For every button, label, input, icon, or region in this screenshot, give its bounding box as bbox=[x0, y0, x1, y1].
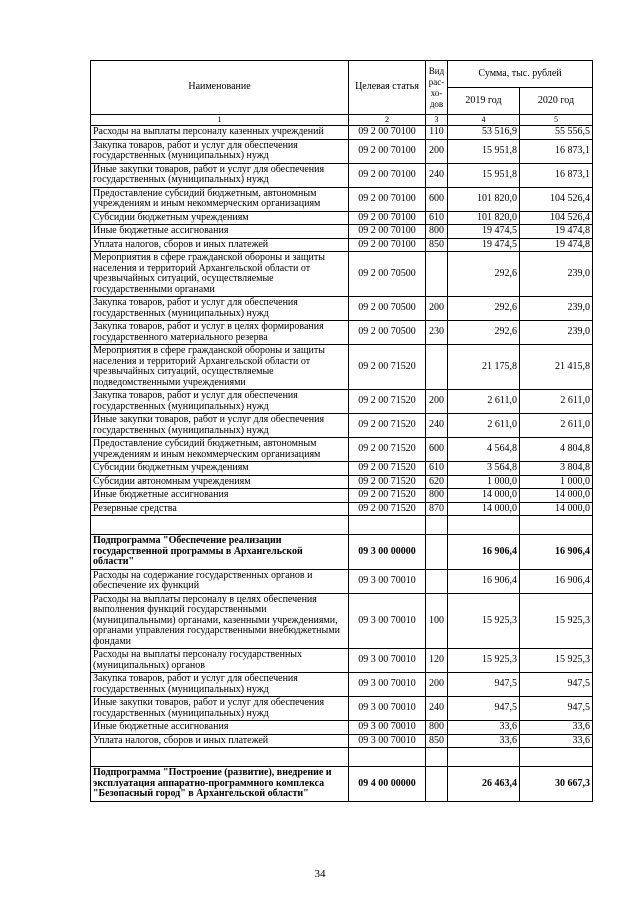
table-row bbox=[91, 187, 593, 211]
row-name: Мероприятия в сфере гражданской обороны и защиты населения и территорий Архангельской области от чрезвычайных ситуаций, осуществляемые государственными органами bbox=[91, 252, 349, 297]
row-expense-type bbox=[426, 748, 448, 767]
row-expense-type: 200 bbox=[426, 673, 448, 697]
table-row bbox=[91, 297, 593, 321]
row-amount-2020: 947,5 bbox=[520, 673, 593, 697]
row-expense-type bbox=[426, 767, 448, 802]
header-year-2019: 2019 год bbox=[448, 88, 520, 115]
row-target-code: 09 3 00 70010 bbox=[349, 673, 426, 697]
row-amount-2020: 947,5 bbox=[520, 697, 593, 721]
row-amount-2019: 292,6 bbox=[448, 252, 520, 297]
row-target-code: 09 2 00 70100 bbox=[349, 238, 426, 252]
row-amount-2020: 104 526,4 bbox=[520, 187, 593, 211]
table-row bbox=[91, 414, 593, 438]
row-expense-type: 870 bbox=[426, 502, 448, 516]
row-amount-2019: 15 951,8 bbox=[448, 163, 520, 187]
row-amount-2020: 239,0 bbox=[520, 321, 593, 345]
table-row bbox=[91, 489, 593, 503]
row-expense-type bbox=[426, 252, 448, 297]
row-name: Расходы на содержание государственных органов и обеспечение их функций bbox=[91, 569, 349, 593]
row-target-code: 09 2 00 70500 bbox=[349, 252, 426, 297]
table-row bbox=[91, 475, 593, 489]
row-target-code: 09 2 00 70100 bbox=[349, 225, 426, 239]
budget-table bbox=[90, 60, 593, 802]
header-type: Вид рас- хо- дов bbox=[426, 61, 448, 115]
row-amount-2020: 16 906,4 bbox=[520, 535, 593, 570]
row-name: Иные закупки товаров, работ и услуг для обеспечения государственных (муниципальных) нужд bbox=[91, 414, 349, 438]
table-row bbox=[91, 516, 593, 535]
row-amount-2020: 30 667,3 bbox=[520, 767, 593, 802]
page-number: 34 bbox=[314, 868, 326, 880]
row-amount-2019: 19 474,5 bbox=[448, 225, 520, 239]
row-target-code: 09 2 00 70100 bbox=[349, 187, 426, 211]
row-name: Уплата налогов, сборов и иных платежей bbox=[91, 238, 349, 252]
table-row bbox=[91, 767, 593, 802]
row-name: Закупка товаров, работ и услуг для обеспечения государственных (муниципальных) нужд bbox=[91, 673, 349, 697]
row-amount-2020: 2 611,0 bbox=[520, 414, 593, 438]
row-expense-type bbox=[426, 345, 448, 390]
row-amount-2020: 104 526,4 bbox=[520, 211, 593, 225]
row-name: Расходы на выплаты персоналу государственных (муниципальных) органов bbox=[91, 649, 349, 673]
row-expense-type bbox=[426, 569, 448, 593]
table-row bbox=[91, 139, 593, 163]
row-expense-type: 240 bbox=[426, 414, 448, 438]
row-amount-2019: 16 906,4 bbox=[448, 535, 520, 570]
table-row bbox=[91, 721, 593, 735]
row-name: Мероприятия в сфере гражданской обороны и защиты населения и территорий Архангельской области от чрезвычайных ситуаций, осуществляемые подведомственными учреждениями bbox=[91, 345, 349, 390]
table-row bbox=[91, 502, 593, 516]
header-target: Целевая статья bbox=[349, 61, 426, 115]
row-name: Иные закупки товаров, работ и услуг для обеспечения государственных (муниципальных) нужд bbox=[91, 163, 349, 187]
row-amount-2020: 4 804,8 bbox=[520, 438, 593, 462]
row-name: Субсидии автономным учреждениям bbox=[91, 475, 349, 489]
row-name: Иные бюджетные ассигнования bbox=[91, 489, 349, 503]
table-row bbox=[91, 535, 593, 570]
row-amount-2019: 101 820,0 bbox=[448, 211, 520, 225]
row-amount-2019: 1 000,0 bbox=[448, 475, 520, 489]
row-expense-type: 600 bbox=[426, 187, 448, 211]
row-expense-type bbox=[426, 535, 448, 570]
row-expense-type: 230 bbox=[426, 321, 448, 345]
row-expense-type: 200 bbox=[426, 297, 448, 321]
row-amount-2020: 14 000,0 bbox=[520, 489, 593, 503]
row-expense-type: 800 bbox=[426, 721, 448, 735]
row-amount-2020: 16 873,1 bbox=[520, 163, 593, 187]
row-amount-2020: 1 000,0 bbox=[520, 475, 593, 489]
column-index: 5 bbox=[520, 115, 593, 126]
row-amount-2020: 19 474,8 bbox=[520, 225, 593, 239]
row-amount-2019: 947,5 bbox=[448, 697, 520, 721]
column-index: 4 bbox=[448, 115, 520, 126]
row-target-code: 09 3 00 70010 bbox=[349, 569, 426, 593]
row-expense-type: 610 bbox=[426, 462, 448, 476]
row-amount-2020: 14 000,0 bbox=[520, 502, 593, 516]
row-target-code bbox=[349, 516, 426, 535]
table-row bbox=[91, 390, 593, 414]
table-row bbox=[91, 211, 593, 225]
row-amount-2019: 33,6 bbox=[448, 721, 520, 735]
table-row bbox=[91, 462, 593, 476]
row-name: Закупка товаров, работ и услуг для обеспечения государственных (муниципальных) нужд bbox=[91, 297, 349, 321]
table-row bbox=[91, 649, 593, 673]
row-expense-type: 800 bbox=[426, 225, 448, 239]
table-row bbox=[91, 163, 593, 187]
row-expense-type: 850 bbox=[426, 238, 448, 252]
table-row bbox=[91, 673, 593, 697]
row-name: Расходы на выплаты персоналу в целях обеспечения выполнения функций государственными (муниципальными) органами, казенными учреждениями, органами управления государственными внебюджетными фондами bbox=[91, 593, 349, 649]
row-amount-2019: 15 925,3 bbox=[448, 593, 520, 649]
row-target-code: 09 2 00 71520 bbox=[349, 462, 426, 476]
row-amount-2020: 19 474,8 bbox=[520, 238, 593, 252]
row-target-code: 09 2 00 70100 bbox=[349, 139, 426, 163]
row-amount-2019: 16 906,4 bbox=[448, 569, 520, 593]
table-body bbox=[91, 126, 593, 802]
row-amount-2020: 15 925,3 bbox=[520, 593, 593, 649]
row-amount-2020: 2 611,0 bbox=[520, 390, 593, 414]
row-name: Расходы на выплаты персоналу казенных учреждений bbox=[91, 126, 349, 140]
row-amount-2020: 15 925,3 bbox=[520, 649, 593, 673]
row-name: Закупка товаров, работ и услуг для обеспечения государственных (муниципальных) нужд bbox=[91, 390, 349, 414]
row-expense-type: 850 bbox=[426, 734, 448, 748]
row-target-code: 09 2 00 71520 bbox=[349, 489, 426, 503]
table-row bbox=[91, 321, 593, 345]
column-index: 2 bbox=[349, 115, 426, 126]
row-target-code: 09 2 00 71520 bbox=[349, 345, 426, 390]
row-amount-2020: 55 556,5 bbox=[520, 126, 593, 140]
row-target-code: 09 4 00 00000 bbox=[349, 767, 426, 802]
row-name: Иные бюджетные ассигнования bbox=[91, 721, 349, 735]
row-amount-2020: 239,0 bbox=[520, 297, 593, 321]
row-amount-2019: 2 611,0 bbox=[448, 390, 520, 414]
row-amount-2020 bbox=[520, 748, 593, 767]
row-amount-2019: 15 925,3 bbox=[448, 649, 520, 673]
row-target-code: 09 2 00 71520 bbox=[349, 475, 426, 489]
row-name: Резервные средства bbox=[91, 502, 349, 516]
row-expense-type: 240 bbox=[426, 163, 448, 187]
row-name bbox=[91, 748, 349, 767]
row-target-code: 09 2 00 70500 bbox=[349, 321, 426, 345]
row-amount-2020: 33,6 bbox=[520, 734, 593, 748]
row-amount-2020: 33,6 bbox=[520, 721, 593, 735]
row-name: Иные закупки товаров, работ и услуг для обеспечения государственных (муниципальных) нужд bbox=[91, 697, 349, 721]
row-amount-2020 bbox=[520, 516, 593, 535]
row-amount-2019: 33,6 bbox=[448, 734, 520, 748]
row-expense-type: 240 bbox=[426, 697, 448, 721]
row-name: Субсидии бюджетным учреждениям bbox=[91, 462, 349, 476]
table-row bbox=[91, 238, 593, 252]
header-year-2020: 2020 год bbox=[520, 88, 593, 115]
row-amount-2019: 292,6 bbox=[448, 321, 520, 345]
table-row bbox=[91, 225, 593, 239]
row-expense-type: 620 bbox=[426, 475, 448, 489]
row-amount-2019: 14 000,0 bbox=[448, 502, 520, 516]
column-index: 1 bbox=[91, 115, 349, 126]
row-amount-2020: 239,0 bbox=[520, 252, 593, 297]
row-target-code: 09 2 00 70500 bbox=[349, 297, 426, 321]
row-expense-type: 200 bbox=[426, 139, 448, 163]
column-index: 3 bbox=[426, 115, 448, 126]
row-expense-type: 120 bbox=[426, 649, 448, 673]
row-name: Предоставление субсидий бюджетным, автономным учреждениям и иным некоммерческим организациям bbox=[91, 187, 349, 211]
row-name: Субсидии бюджетным учреждениям bbox=[91, 211, 349, 225]
row-amount-2019: 947,5 bbox=[448, 673, 520, 697]
row-name: Подпрограмма "Построение (развитие), внедрение и эксплуатация аппаратно-программного комплекса "Безопасный город" в Архангельской области" bbox=[91, 767, 349, 802]
table-row bbox=[91, 126, 593, 140]
row-expense-type bbox=[426, 516, 448, 535]
row-target-code: 09 3 00 70010 bbox=[349, 593, 426, 649]
table-row bbox=[91, 593, 593, 649]
row-expense-type: 800 bbox=[426, 489, 448, 503]
row-expense-type: 100 bbox=[426, 593, 448, 649]
table-row bbox=[91, 252, 593, 297]
row-expense-type: 200 bbox=[426, 390, 448, 414]
column-index-row bbox=[91, 115, 593, 126]
row-target-code: 09 2 00 70100 bbox=[349, 126, 426, 140]
row-amount-2020: 16 873,1 bbox=[520, 139, 593, 163]
row-target-code: 09 2 00 70100 bbox=[349, 163, 426, 187]
row-amount-2019 bbox=[448, 748, 520, 767]
row-amount-2019: 101 820,0 bbox=[448, 187, 520, 211]
row-name bbox=[91, 516, 349, 535]
row-target-code: 09 3 00 70010 bbox=[349, 649, 426, 673]
row-name: Уплата налогов, сборов и иных платежей bbox=[91, 734, 349, 748]
row-name: Закупка товаров, работ и услуг для обеспечения государственных (муниципальных) нужд bbox=[91, 139, 349, 163]
row-amount-2019: 14 000,0 bbox=[448, 489, 520, 503]
table-row bbox=[91, 438, 593, 462]
row-name: Подпрограмма "Обеспечение реализации государственной программы в Архангельской области" bbox=[91, 535, 349, 570]
table-row bbox=[91, 748, 593, 767]
row-amount-2019 bbox=[448, 516, 520, 535]
row-expense-type: 600 bbox=[426, 438, 448, 462]
table-row bbox=[91, 345, 593, 390]
row-amount-2019: 26 463,4 bbox=[448, 767, 520, 802]
row-amount-2019: 4 564,8 bbox=[448, 438, 520, 462]
row-target-code: 09 3 00 70010 bbox=[349, 734, 426, 748]
row-target-code bbox=[349, 748, 426, 767]
row-amount-2020: 3 804,8 bbox=[520, 462, 593, 476]
row-target-code: 09 3 00 70010 bbox=[349, 721, 426, 735]
row-amount-2020: 21 415,8 bbox=[520, 345, 593, 390]
row-name: Закупка товаров, работ и услуг в целях формирования государственного материального резерва bbox=[91, 321, 349, 345]
row-amount-2019: 3 564,8 bbox=[448, 462, 520, 476]
table-row bbox=[91, 734, 593, 748]
row-target-code: 09 2 00 70100 bbox=[349, 211, 426, 225]
row-target-code: 09 3 00 00000 bbox=[349, 535, 426, 570]
row-amount-2020: 16 906,4 bbox=[520, 569, 593, 593]
row-amount-2019: 19 474,5 bbox=[448, 238, 520, 252]
header-name: Наименование bbox=[91, 61, 349, 115]
row-amount-2019: 292,6 bbox=[448, 297, 520, 321]
table-row bbox=[91, 569, 593, 593]
row-expense-type: 610 bbox=[426, 211, 448, 225]
row-target-code: 09 3 00 70010 bbox=[349, 697, 426, 721]
row-target-code: 09 2 00 71520 bbox=[349, 438, 426, 462]
row-expense-type: 110 bbox=[426, 126, 448, 140]
row-name: Предоставление субсидий бюджетным, автономным учреждениям и иным некоммерческим организациям bbox=[91, 438, 349, 462]
row-target-code: 09 2 00 71520 bbox=[349, 414, 426, 438]
row-amount-2019: 2 611,0 bbox=[448, 414, 520, 438]
row-target-code: 09 2 00 71520 bbox=[349, 390, 426, 414]
row-target-code: 09 2 00 71520 bbox=[349, 502, 426, 516]
table-row bbox=[91, 697, 593, 721]
row-amount-2019: 15 951,8 bbox=[448, 139, 520, 163]
header-sum: Сумма, тыс. рублей bbox=[448, 61, 593, 88]
row-amount-2019: 21 175,8 bbox=[448, 345, 520, 390]
row-name: Иные бюджетные ассигнования bbox=[91, 225, 349, 239]
row-amount-2019: 53 516,9 bbox=[448, 126, 520, 140]
